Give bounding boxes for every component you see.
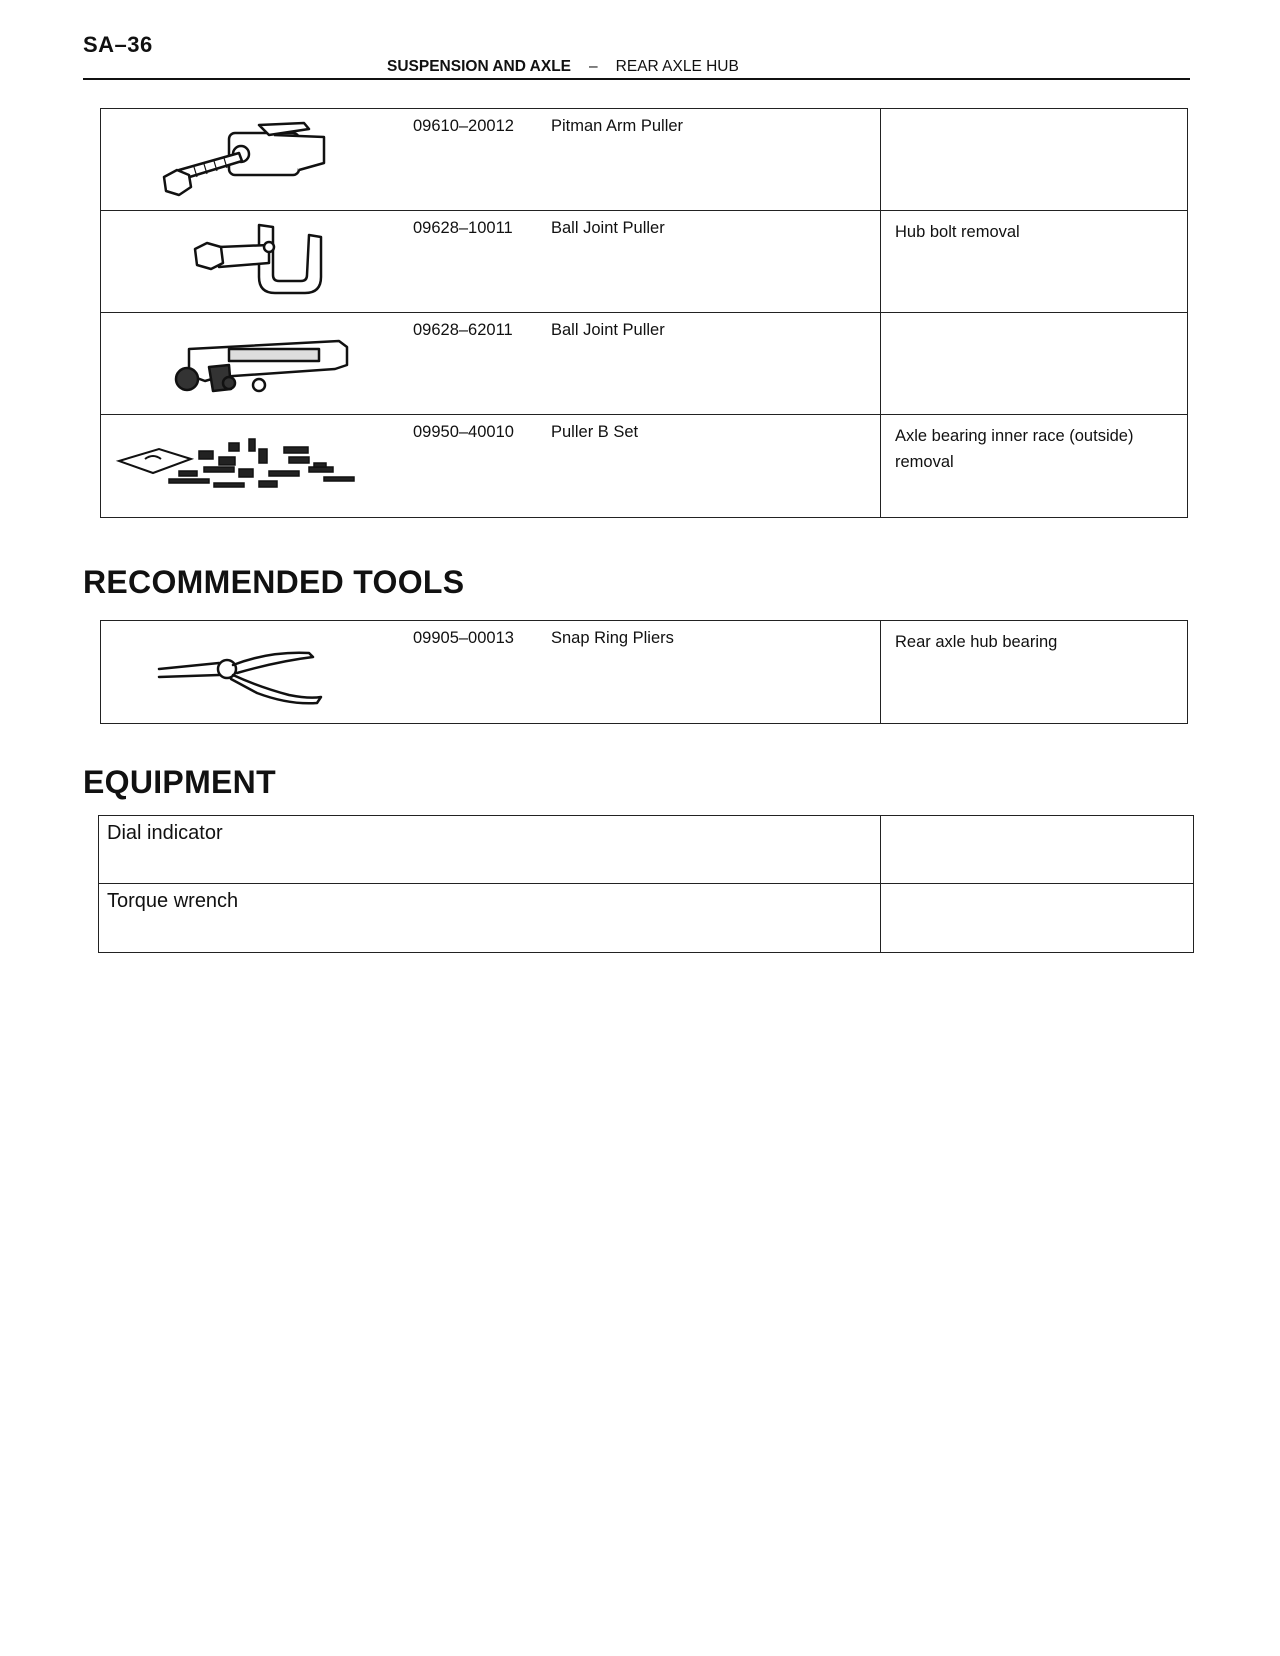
tool-use: Axle bearing inner race (outside) removal: [880, 415, 1170, 517]
equipment-note: [880, 816, 881, 883]
tool-row: [101, 313, 1187, 415]
tool-use: Rear axle hub bearing: [880, 621, 1170, 723]
recommended-tools-heading: RECOMMENDED TOOLS: [83, 564, 465, 600]
ball-joint-puller-icon: [109, 319, 409, 409]
part-number: 09610–20012: [413, 117, 514, 135]
equipment-heading: EQUIPMENT: [83, 764, 276, 800]
subsection-name: REAR AXLE HUB: [615, 58, 739, 75]
part-number: 09628–62011: [413, 321, 513, 339]
puller-b-set-icon: [109, 421, 409, 511]
tool-use: [880, 313, 1170, 414]
equipment-row: [99, 816, 1193, 884]
tool-name: Pitman Arm Puller: [551, 117, 684, 135]
tool-row: [101, 109, 1187, 211]
equipment-table: [98, 815, 1194, 953]
tool-row: [101, 211, 1187, 313]
tool-use: Hub bolt removal: [880, 211, 1170, 312]
tool-name: Ball Joint Puller: [551, 219, 665, 237]
section-name: SUSPENSION AND AXLE: [387, 58, 572, 75]
special-tools-table: [100, 108, 1188, 518]
tool-use: [880, 109, 1170, 210]
tool-name: Snap Ring Pliers: [551, 629, 674, 647]
tool-row: [101, 621, 1187, 723]
ball-joint-puller-icon: [109, 217, 409, 307]
tool-name: Ball Joint Puller: [551, 321, 665, 339]
tool-row: [101, 415, 1187, 517]
snap-ring-pliers-icon: [109, 627, 409, 717]
running-header: [387, 58, 739, 76]
page-number: SA–36: [83, 32, 153, 57]
header-separator: –: [589, 58, 598, 75]
part-number: 09628–10011: [413, 219, 513, 237]
tool-name: Puller B Set: [551, 423, 639, 441]
equipment-name: Dial indicator: [107, 822, 223, 844]
part-number: 09950–40010: [413, 423, 514, 441]
pitman-arm-puller-icon: [109, 115, 409, 205]
header-rule: [83, 78, 1190, 80]
part-number: 09905–00013: [413, 629, 514, 647]
equipment-note: [880, 884, 881, 952]
equipment-name: Torque wrench: [107, 890, 239, 912]
equipment-row: [99, 884, 1193, 952]
recommended-tools-table: [100, 620, 1188, 724]
